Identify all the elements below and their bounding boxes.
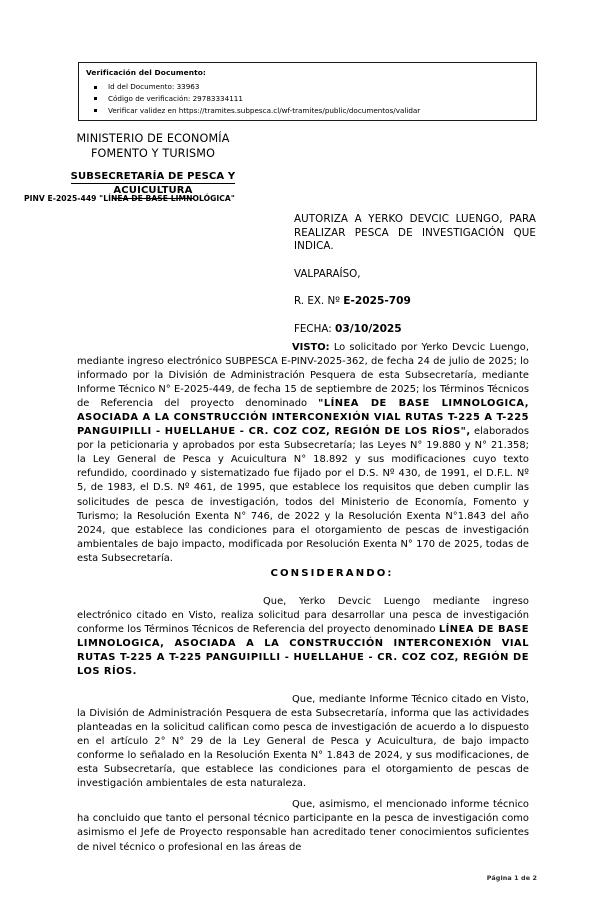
ministry-line-1: MINISTERIO DE ECONOMÍA: [76, 132, 230, 145]
spacer-2: [77, 679, 529, 693]
project-reference-line: PINV E-2025-449 "LÍNEA DE BASE LIMNOLÓGICA": [24, 194, 235, 203]
para3-text: Que, asimismo, el mencionado informe técnico ha concluido que tanto el personal técnico participante en la pesca de investigación como asimismo el Jefe de Proyecto responsable han acreditado tener conocimientos suficientes de nivel técnico o profesional en las áreas de: [77, 799, 529, 853]
resolution-date-label: FECHA:: [294, 322, 335, 335]
considerando-paragraph-1: [77, 595, 529, 679]
organization-header: [22, 132, 284, 199]
resolution-number-label: R. EX. Nº: [294, 295, 344, 308]
para1-text: Que, Yerko Devcic Luengo mediante ingreso electrónico citado en Visto, realiza solicitud para desarrollar una pesca de investigación conforme los Términos Técnicos de Referencia del proyecto denominado: [77, 595, 529, 635]
resolution-date-value: 03/10/2025: [334, 322, 402, 335]
spacer-3: [77, 791, 529, 798]
ministry-line-2: FOMENTO Y TURISMO: [90, 146, 216, 160]
verification-item-code: Código de verificación: 29783334111: [86, 93, 420, 105]
para2-text: Que, mediante Informe Técnico citado en Visto, la División de Administración Pesquera de esta Subsecretaría, informa que las actividades planteadas en la solicitud califican como pesca de investigación de acuerdo a lo dispuesto en el artículo 2° N° 29 de la Ley General de Pesca y Acuicultura, de bajo impacto conforme lo señalado en la Resolución Exenta N° 1.843 de 2024, y sus modificaciones, de esta Subsecretaría, que establece las condiciones para el otorgamiento de pescas de investigación ambientales de esta naturaleza.: [77, 694, 529, 790]
para1-project-title: LÍNEA DE BASE LIMNOLOGICA, ASOCIADA A LA CONSTRUCCIÓN INTERCONEXIÓN VIAL RUTAS T-225 A T-225 PANGUIPILLI - HUELLAHUE - CR. COZ COZ, REGIÓN DE LOS RÍOS.: [77, 623, 529, 677]
resolution-city: VALPARAÍSO,: [294, 267, 361, 280]
resolution-header: [294, 213, 536, 337]
visto-label: VISTO:: [292, 342, 330, 353]
verification-item-url[interactable]: Verificar validez en https://tramites.subpesca.cl/wf-tramites/public/documentos/validar: [86, 105, 420, 117]
visto-paragraph: [77, 341, 529, 566]
considerando-paragraph-3: [77, 798, 529, 854]
subsecretaria-line-1: SUBSECRETARÍA DE PESCA Y: [71, 170, 236, 184]
verification-list: [86, 81, 420, 116]
considerando-heading: CONSIDERANDO:: [270, 567, 394, 579]
resolution-date: [294, 323, 536, 337]
resolution-number: [294, 295, 536, 309]
resolution-subject: AUTORIZA A YERKO DEVCIC LUENGO, PARA REALIZAR PESCA DE INVESTIGACIÓN QUE INDICA.: [294, 213, 536, 253]
spacer-1: [77, 581, 529, 595]
visto-project-title: "LÍNEA DE BASE LIMNOLOGICA, ASOCIADA A LA CONSTRUCCIÓN INTERCONEXIÓN VIAL RUTAS T-225 A T-225 PANGUIPILLI - HUELLAHUE - CR. COZ COZ, REGIÓN DE LOS RÍOS",: [77, 398, 529, 438]
verification-box: [78, 62, 537, 121]
visto-text-2: elaborados por la peticionaria y aprobados por esta Subsecretaría; las Leyes N° 19.880 y N° 21.358; la Ley General de Pesca y Acuicultura N° 18.892 y sus modificaciones cuyo texto refundido, coordinado y sistematizado fue fijado por el D.S. Nº 430, de 1991, el D.F.L. Nº 5, de 1983, el D.S. Nº 461, de 1995, que establece los requisitos que deben cumplir las solicitudes de pesca de investigación, todos del Ministerio de Economía, Fomento y Turismo; la Resolución Exenta N° 746, de 2022 y la Resolución Exenta N°1.843 del año 2024, que establece las condiciones para el otorgamiento de pescas de investigación ambientales de bajo impacto, modificada por Resolución Exenta N° 170 de 2025, todas de esta Subsecretaría.: [77, 426, 530, 564]
verification-title: Verificación del Documento:: [86, 68, 206, 77]
subsecretaria-line-2: ACUICULTURA: [113, 184, 192, 198]
considerando-paragraph-2: [77, 693, 529, 791]
visto-text-1: Lo solicitado por Yerko Devcic Luengo, mediante ingreso electrónico SUBPESCA E-PINV-2025-362, de fecha 24 de julio de 2025; lo informado por la División de Administración Pesquera de esta Subsecretaría, mediante Informe Técnico N° E-2025-449, de fecha 15 de septiembre de 2025; los Términos Técnicos de Referencia del proyecto denominado: [77, 342, 529, 410]
verification-item-document-id: Id del Documento: 33963: [86, 81, 420, 93]
page-footer: Página 1 de 2: [486, 874, 537, 882]
document-body: [77, 341, 529, 855]
resolution-number-value: E-2025-709: [343, 295, 411, 308]
